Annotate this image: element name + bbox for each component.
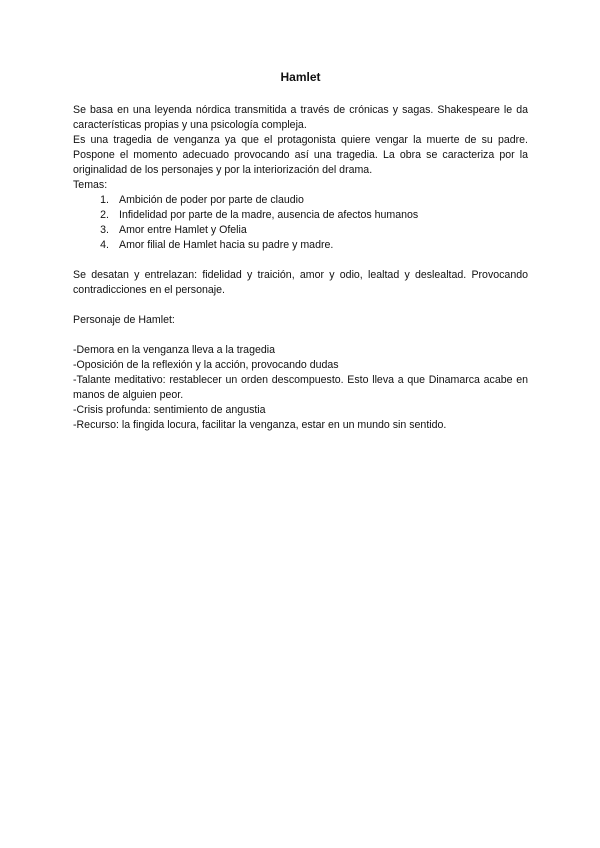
topic-text: Ambición de poder por parte de claudio (119, 194, 304, 206)
topic-number: 2. (100, 209, 109, 221)
document-title: Hamlet (280, 70, 321, 84)
character-trait: -Oposición de la reflexión y la acción, provocando dudas (73, 359, 339, 371)
character-trait: -Demora en la venganza lleva a la tragedia (73, 344, 275, 356)
topic-number: 3. (100, 224, 109, 236)
character-heading: Personaje de Hamlet: (73, 314, 175, 326)
spacer (73, 253, 528, 268)
topic-text: Infidelidad por parte de la madre, ausencia de afectos humanos (119, 209, 419, 221)
character-trait: -Talante meditativo: restablecer un orden descompuesto. Esto lleva a que Dinamarca acabe en manos de alguien peor. (73, 374, 528, 401)
topic-item (89, 238, 528, 253)
intro-paragraph-1: Se basa en una leyenda nórdica transmitida a través de crónicas y sagas. Shakespeare le da características propias y una psicología compleja. (73, 104, 528, 131)
spacer (73, 298, 528, 313)
topic-text: Amor entre Hamlet y Ofelia (119, 224, 247, 236)
topic-number: 1. (100, 194, 109, 206)
topics-list (73, 193, 528, 253)
character-traits-list (73, 343, 528, 433)
character-trait: -Recurso: la fingida locura, facilitar la venganza, estar en un mundo sin sentido. (73, 419, 447, 431)
summary-paragraph: Se desatan y entrelazan: fidelidad y traición, amor y odio, lealtad y deslealtad. Provocando contradicciones en el personaje. (73, 269, 528, 296)
topic-number: 4. (100, 239, 109, 251)
character-trait: -Crisis profunda: sentimiento de angustia (73, 404, 266, 416)
intro-paragraph-2: Es una tragedia de venganza ya que el protagonista quiere vengar la muerte de su padre. Pospone el momento adecuado provocando así una tragedia. La obra se caracteriza por la originalidad de los personajes y por la interiorización del drama. (73, 134, 528, 176)
topic-item (89, 223, 528, 238)
document-content (73, 70, 528, 433)
topic-item (89, 208, 528, 223)
topic-text: Amor filial de Hamlet hacia su padre y madre. (119, 239, 334, 251)
topic-item (89, 193, 528, 208)
topics-heading: Temas: (73, 179, 108, 191)
spacer (73, 328, 528, 343)
